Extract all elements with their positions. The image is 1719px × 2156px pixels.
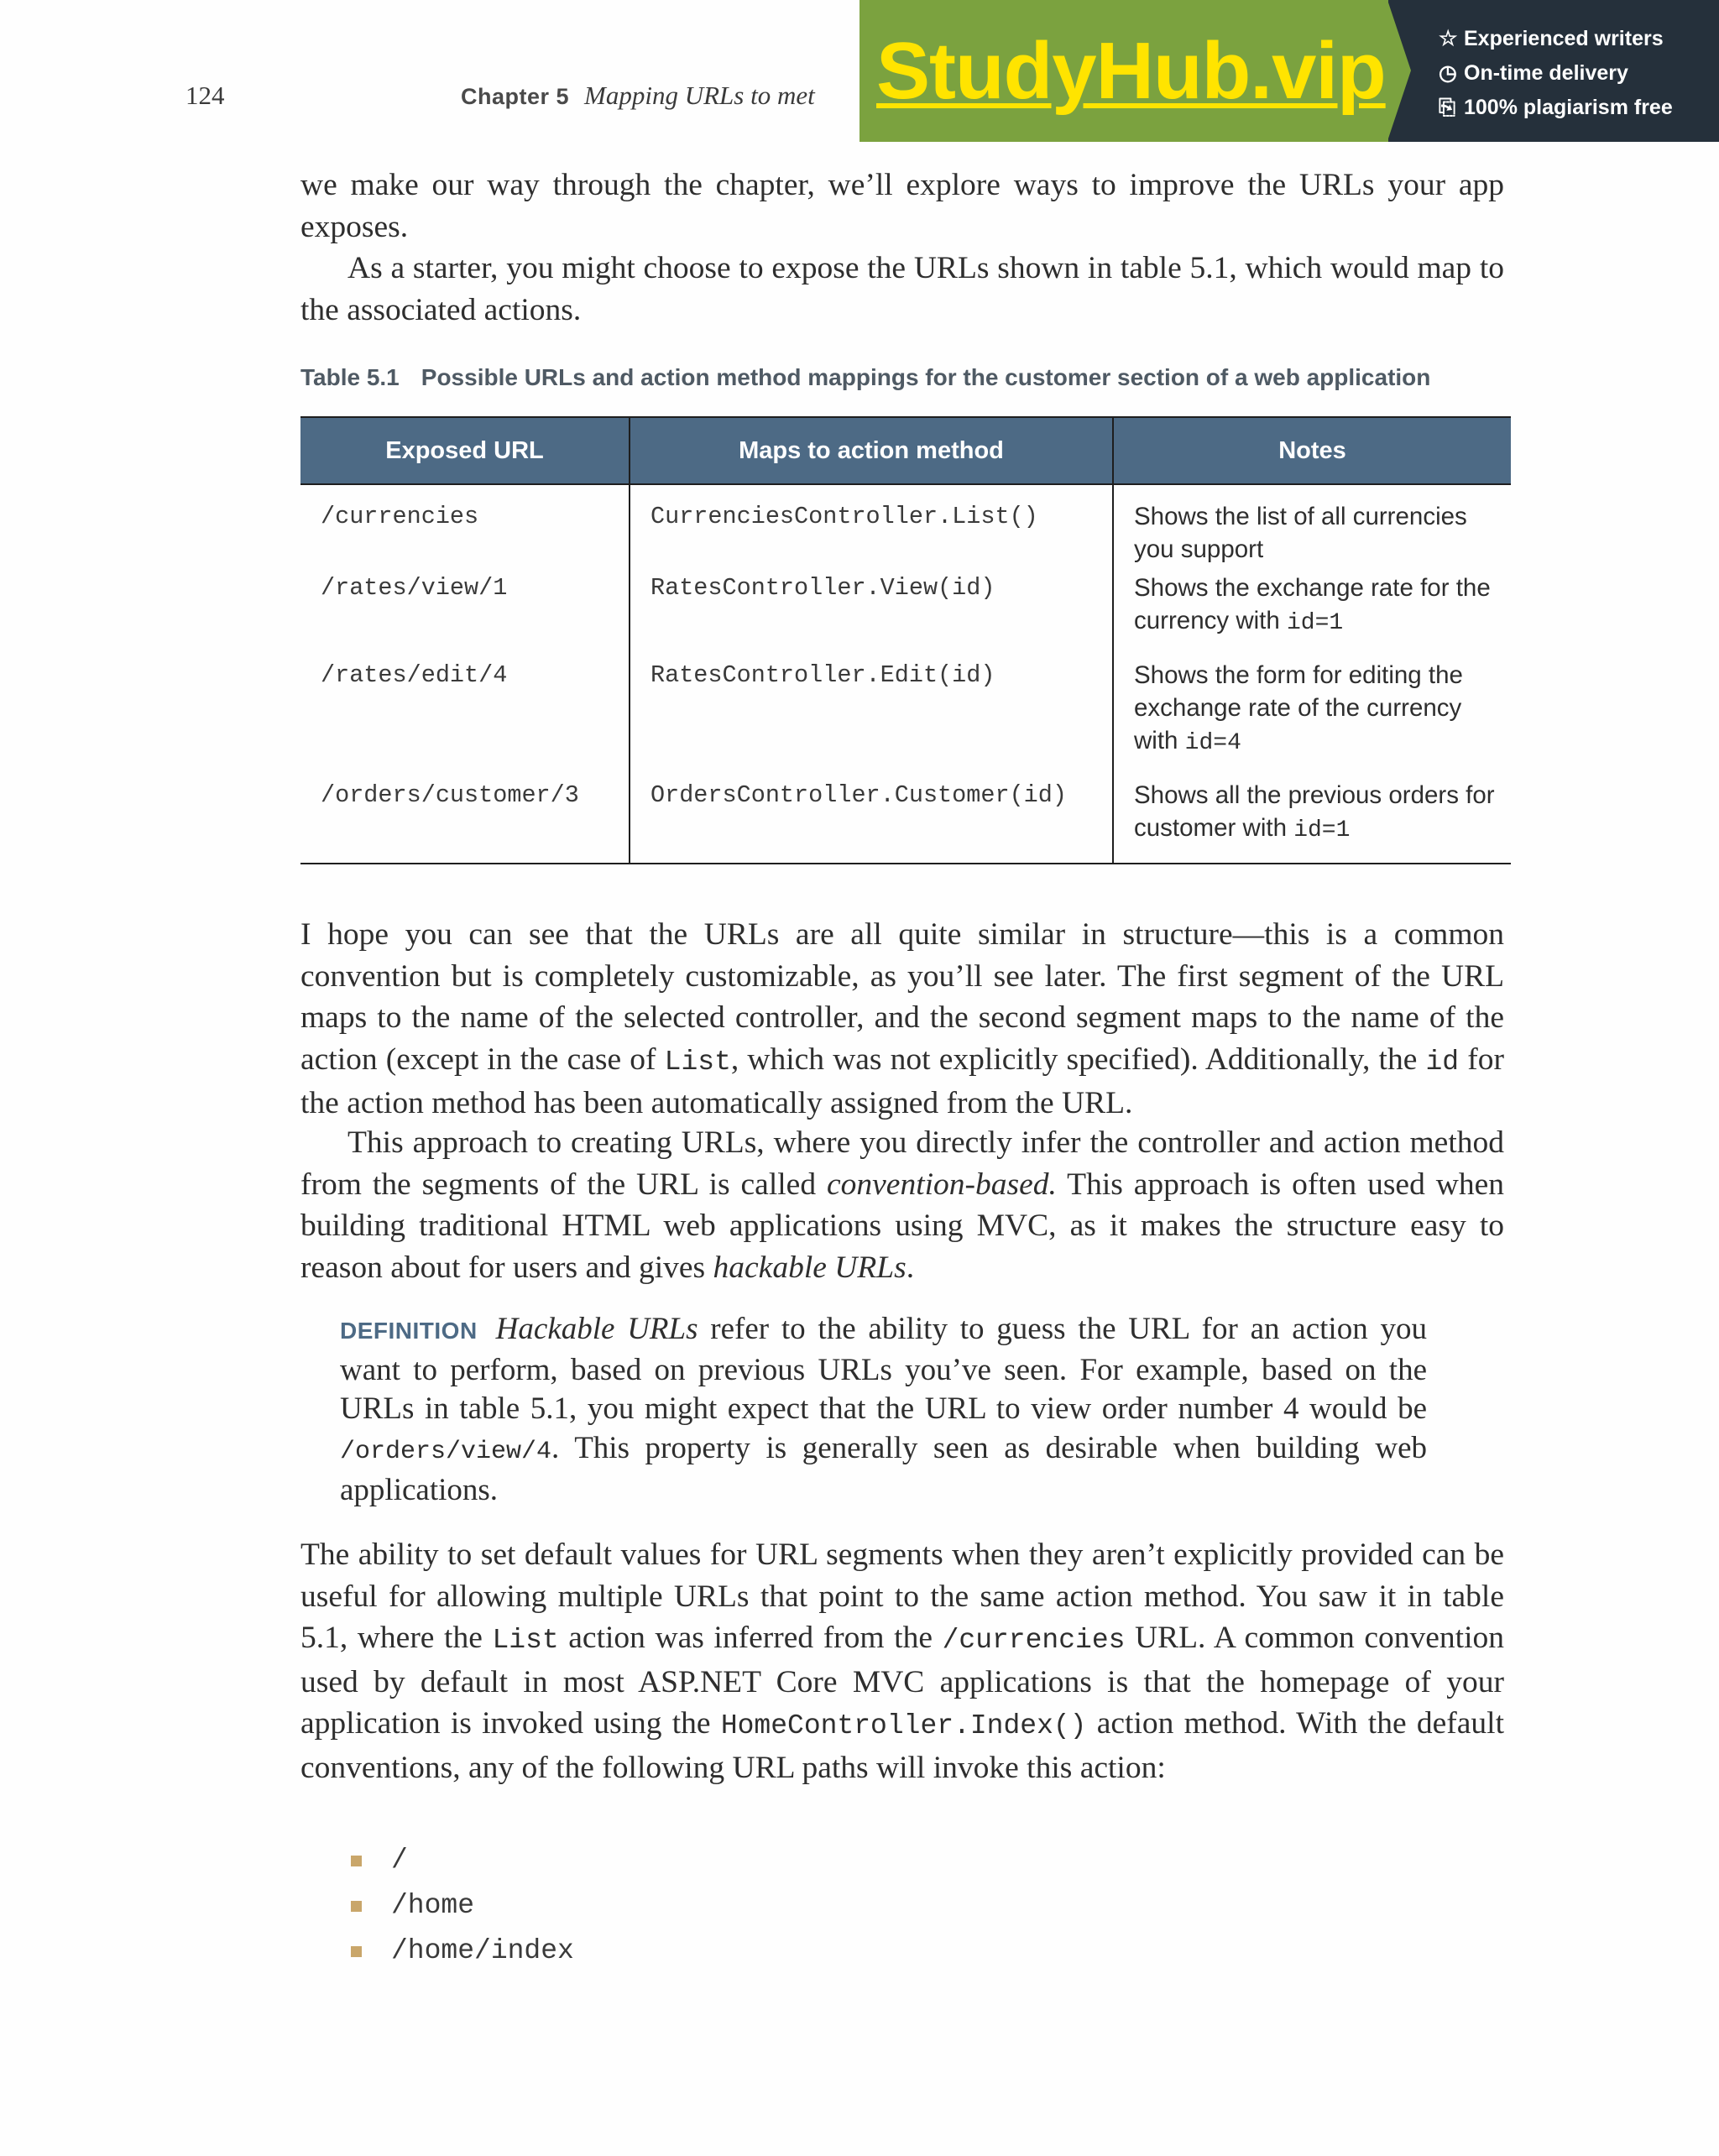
- table-header-row: [300, 417, 1511, 484]
- text-run: refer to the ability to guess the URL for an action you want to perform, based on previous URLs you’ve seen. For example, based on the URLs in table 5.1, you might expect that the URL to view order number 4 would be: [340, 1312, 1427, 1426]
- exposed-url-cell: /currencies: [321, 503, 479, 530]
- text-run: action method. With the default conventions, any of the following URL paths will invoke this action:: [300, 1706, 1504, 1785]
- notes-code: id=1: [1293, 817, 1351, 843]
- ad-feature-text: Experienced writers: [1464, 27, 1664, 50]
- text-run: The ability to set default values for URL segments when they aren’t explicitly provided can be useful for allowing multiple URLs that point to the same action method. You saw it in table 5.1, where the: [300, 1537, 1504, 1655]
- text-run: I hope you can see that the URLs are all quite similar in structure—this is a common convention but is completely customizable, as you’ll see later. The first segment of the URL maps to the name of the selected controller, and the second segment maps to the name of the action (except in the case of: [300, 917, 1504, 1077]
- page-number: 124: [185, 81, 225, 110]
- notes-text: Shows all the previous orders for customer with: [1134, 781, 1495, 842]
- table-row: [300, 659, 1511, 779]
- ad-features: [1439, 22, 1673, 125]
- url-path-list: [351, 1838, 574, 1974]
- inline-code: id: [1425, 1046, 1460, 1078]
- ad-feature-item: [1439, 56, 1673, 91]
- notes-code: id=1: [1286, 610, 1344, 636]
- ad-logo[interactable]: StudyHub.vip: [876, 25, 1386, 116]
- action-method-cell: RatesController.View(id): [630, 572, 1113, 659]
- exposed-url-cell: /rates/edit/4: [321, 661, 508, 689]
- table-row: [300, 572, 1511, 659]
- exposed-url-cell: /rates/view/1: [321, 574, 508, 602]
- column-header: Notes: [1113, 417, 1511, 484]
- notes-cell: [1113, 779, 1511, 864]
- clock-icon: ◷: [1439, 61, 1457, 85]
- action-method-cell: CurrenciesController.List(): [630, 484, 1113, 572]
- notes-code: id=4: [1184, 730, 1241, 756]
- list-item: /: [351, 1838, 574, 1883]
- definition-label: DEFINITION: [340, 1318, 478, 1344]
- ad-feature-item: [1439, 22, 1673, 56]
- inline-code: HomeController.Index(): [720, 1710, 1087, 1741]
- text-run: This approach is often used when building traditional HTML web applications using MVC, as it makes the structure easy to reason about for users and gives: [300, 1167, 1504, 1285]
- ad-feature-text: On-time delivery: [1464, 61, 1628, 85]
- intro-paragraph-2: As a starter, you might choose to expose the URLs shown in table 5.1, which would map to the associated actions.: [300, 251, 1504, 327]
- text-run: , which was not explicitly specified). Additionally, the: [730, 1041, 1426, 1077]
- definition-box: [340, 1310, 1427, 1511]
- star-icon: ☆: [1439, 27, 1458, 50]
- text-run: action was inferred from the: [558, 1621, 943, 1655]
- list-item: /home: [351, 1883, 574, 1929]
- text-run: .: [906, 1250, 915, 1285]
- ad-feature-item: [1439, 91, 1673, 125]
- intro-paragraph-1: we make our way through the chapter, we’ll explore ways to improve the URLs your app exposes.: [300, 168, 1504, 244]
- column-header: Maps to action method: [630, 417, 1113, 484]
- notes-cell: [1113, 572, 1511, 659]
- table-caption: [300, 364, 1509, 391]
- definition-term: Hackable URLs: [495, 1312, 698, 1346]
- body-paragraph-1: [300, 914, 1504, 1125]
- ad-logo-panel[interactable]: [860, 0, 1388, 142]
- ad-feature-text: 100% plagiarism free: [1464, 96, 1673, 119]
- column-header: Exposed URL: [300, 417, 630, 484]
- text-run: URL. A common convention used by default in most ASP.NET Core MVC applications is that the homepage of your application is invoked using the: [300, 1621, 1504, 1741]
- emphasis: convention-based.: [827, 1167, 1057, 1202]
- table-caption-number: Table 5.1: [300, 364, 400, 390]
- body-paragraph-3: [300, 1534, 1504, 1788]
- notes-text: Shows the exchange rate for the currency with: [1134, 574, 1491, 634]
- running-head: [461, 81, 815, 111]
- notes-cell: [1113, 484, 1511, 572]
- emphasis: hackable URLs: [713, 1250, 907, 1285]
- url-mapping-table: [300, 416, 1511, 864]
- text-run: This approach to creating URLs, where you directly infer the controller and action method from the segments of the URL is called: [300, 1125, 1504, 1202]
- table-row: [300, 779, 1511, 864]
- exposed-url-cell: /orders/customer/3: [300, 779, 630, 864]
- ad-features-panel: [1388, 0, 1719, 142]
- inline-code: List: [492, 1625, 559, 1656]
- notes-text: Shows the form for editing the exchange rate of the currency with: [1134, 661, 1463, 754]
- chapter-title: Mapping URLs to met: [584, 81, 815, 110]
- notes-text: Shows the list of all currencies you support: [1134, 503, 1467, 563]
- notes-cell: [1113, 659, 1511, 779]
- ad-banner[interactable]: [860, 0, 1719, 142]
- action-method-cell: OrdersController.Customer(id): [630, 779, 1113, 864]
- action-method-cell: RatesController.Edit(id): [630, 659, 1113, 779]
- list-item: /home/index: [351, 1929, 574, 1974]
- text-run: for the action method has been automatically assigned from the URL.: [300, 1041, 1504, 1120]
- inline-code: /orders/view/4: [340, 1437, 552, 1466]
- body-paragraph-2: [300, 1122, 1504, 1288]
- table-caption-text: Possible URLs and action method mappings for the customer section of a web application: [421, 364, 1431, 390]
- inline-code: List: [664, 1046, 731, 1078]
- chapter-label: Chapter 5: [461, 84, 570, 109]
- copy-icon: ⎘: [1439, 96, 1456, 119]
- inline-code: /currencies: [942, 1625, 1126, 1656]
- text-run: . This property is generally seen as desirable when building web applications.: [340, 1430, 1427, 1507]
- table-row: [300, 484, 1511, 572]
